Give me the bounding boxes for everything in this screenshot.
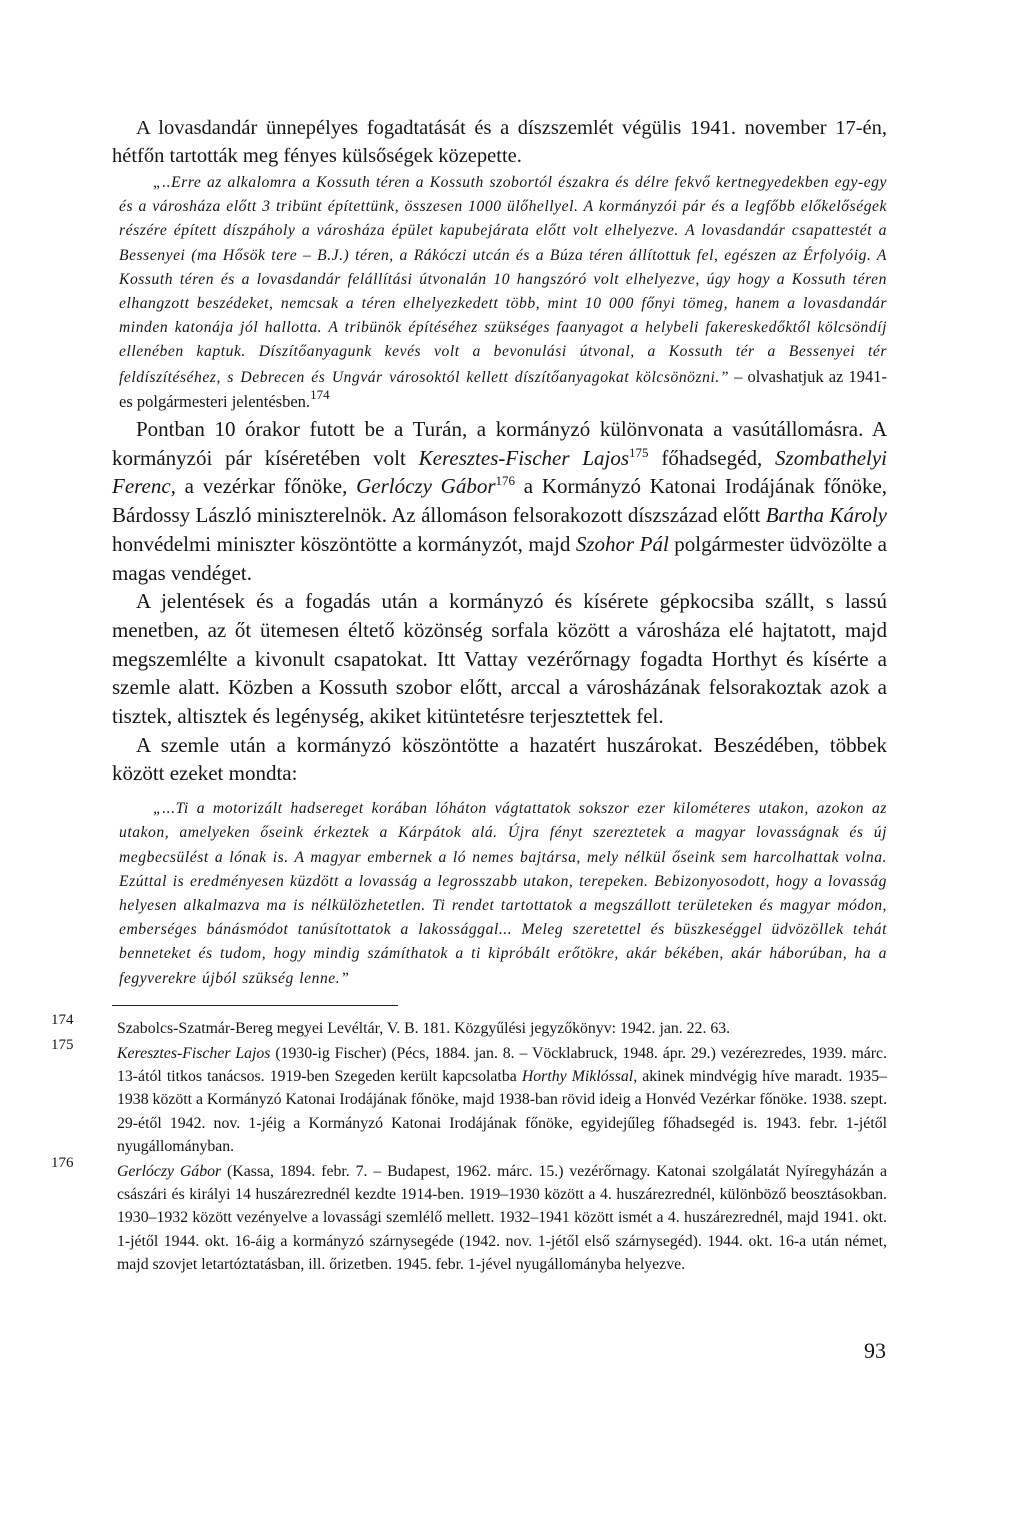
footnote-person-name: Horthy Miklóssal,	[521, 1068, 638, 1086]
person-name: Bartha Károly	[765, 503, 888, 528]
intro-paragraph: A lovasdandár ünnepélyes fogadtatását és a díszszemlét végülis 1941. november 17-én, hétfőn tartották meg fényes külsőségek közepette.	[112, 117, 887, 167]
speech-quote: „...Ti a motorizált hadsereget korában lóháton vágtattatok sokszor ezer kilométeres utakon, azokon az utakon, amelyeken őseink érkeztek a Kárpátok alá. Újra fényt szereztetek a magyar lovasságnak és új megbecsülést a lónak is. A magyar embernek a ló nemes bajtársa, mely nélkül őseink sem harcolhattak volna. Ezúttal is eredményesen küzdött a lovasság a legrosszabb utakon, terepeken. Bebizonyosodott, hogy a lovasság helyesen alkalmazva ma is nélkülözhetetlen. Ti rendet tartottatok a megszállott területeken és magyar módon, emberséges bánásmódot tanúsítottatok a lakossággal... Meleg szeretettel és büszkeséggel üdvözöllek tehát benneteket és tudom, hogy mindig számíthatok a ti kipróbált erőtökre, akár békében, akár háborúban, ha a fegyverekre újból szükség lenne.”	[119, 800, 887, 987]
footnote-number: 176	[51, 1155, 74, 1172]
arrival-text-2: főhadsegéd,	[648, 445, 776, 470]
footnote-text: (1930-ig Fischer) (Pécs, 1884. jan. 8. – Vöcklabruck, 1948. ápr. 29.) vezérezredes, 1939. márc. 13-ától titkos tanácsos. 1919-ben Szegeden került kapcsolatba	[117, 1045, 888, 1086]
person-name: Szombathelyi Ferenc,	[112, 445, 887, 499]
footnote-174	[51, 1011, 887, 1040]
arrival-text-3: a vezérkar főnöke,	[175, 474, 357, 499]
footnote-text: (Kassa, 1894. febr. 7. – Budapest, 1962. márc. 15.) vezérőrnagy. Katonai szolgálatát Nyíregyházán a császári és királyi 14 huszárezrednél kezdte 1914-ben. 1919–1930 között a 4. huszárezrednél, különböző beosztásokban. 1930–1932 között vezényelve a lovassági szemlélő mellett. 1932–1941 között ismét a 4. huszárezrednél, majd 1941. okt. 1-jétől 1944. okt. 16-áig a kormányzó szárnysegéde (1942. nov. 1-jétől első szárnysegéd). 1944. okt. 16-a után német, majd szovjet letartóztatásban, ill. őrizetben. 1945. febr. 1-jével nyugállományba helyezve.	[117, 1163, 887, 1273]
footnote-175	[51, 1037, 888, 1158]
report-quote-tail: – olvashatjuk az 1941-es polgármesteri jelentésben.	[119, 366, 887, 411]
report-quote-text: „..Erre az alkalomra a Kossuth téren a Kossuth szobortól északra és délre fekvő kertnegyedekben egy-egy és a városháza előtt 3 tribünt építettünk, összesen 1000 ülőhellyel. A kormányzói pár és a legfőbb előkelőségek részére épített díszpáholy a városháza épület kapubejárata előtt volt elhelyezve. A lovasdandár csapattestét a Bessenyei (ma Hősök tere – B.J.) téren, a Rákóczi utcán és a Búza téren állítottuk fel, egészen az Érfolyóig. A Kossuth téren és a lovasdandár felállítási útvonalán 10 hangszóró volt elhelyezve, úgy hogy a Kossuth téren elhangzott beszédeket, nemcsak a téren elhelyezkedett több, mint 10 000 főnyi tömeg, hanem a lovasdandár minden katonája jól hallotta. A tribünök építéséhez szükséges faanyagot a helybeli fakereskedőktől kölcsöndíj ellenében kaptuk. Díszítőanyagunk kevés volt a bevonulási útvonal, a Kossuth tér a Bessenyei tér feldíszítéséhez, s Debrecen és Ungvár városoktól kellett díszítőanyagokat kölcsönözni.”	[119, 174, 887, 386]
review-paragraph: A jelentések és a fogadás után a kormányzó és kísérete gépkocsiba szállt, s lassú menetben, az őt ütemesen éltető közönség sorfala között a városháza elé hajtatott, majd megszemlélte a kivonult csapatokat. Itt Vattay vezérőrnagy fogadta Horthyt és kísérte a szemle alatt. Közben a Kossuth szobor előtt, arccal a városházának felsorakoztak azok a tisztek, altisztek és legénység, akiket kitüntetésre terjesztettek fel.	[112, 589, 887, 729]
footnote-ref-176[interactable]: 176	[495, 473, 515, 489]
footnote-person-name: Keresztes-Fischer Lajos	[117, 1045, 271, 1062]
footnote-176	[51, 1155, 887, 1276]
arrival-text-1: Pontban 10 órakor futott be a Turán, a kormányzó különvonata a vasútállomásra. A kormányzói pár kíséretében volt	[112, 417, 887, 470]
arrival-text-5: honvédelmi miniszter köszöntötte a kormányzót, majd	[112, 531, 576, 556]
speech-intro-paragraph: A szemle után a kormányzó köszöntötte a hazatért huszárokat. Beszédében, többek között ezeket mondta:	[112, 732, 887, 786]
person-name: Keresztes-Fischer Lajos	[418, 445, 630, 470]
arrival-paragraph	[112, 415, 887, 587]
person-name: Szohor Pál	[575, 531, 669, 556]
footnotes	[51, 1011, 888, 1276]
footnote-divider	[112, 1005, 398, 1006]
person-name: Gerlóczy Gábor	[356, 474, 496, 499]
report-quote	[112, 171, 887, 415]
arrival-text-4: a Kormányzó Katonai Irodájának főnöke, Bárdossy László miniszterelnök. Az állomáson felsorakozott díszszázad előtt	[112, 474, 888, 528]
footnote-text: Szabolcs-Szatmár-Bereg megyei Levéltár, V. B. 181. Közgyűlési jegyzőkönyv: 1942. jan. 22. 63.	[117, 1019, 731, 1037]
footnote-text: akinek mindvégig híve maradt. 1935–1938 között a Kormányzó Katonai Irodájának főnöke, majd 1938-ban rövid ideig a Honvéd Vezérkar főnöke. 1938. szept. 29-étől 1942. nov. 1-jéig a Kormányzó Katonai Irodájának főnöke, egyidejűleg főhadsegéd is. 1943. febr. 1-jétől nyugállományban.	[117, 1068, 888, 1155]
footnote-ref-174[interactable]: 174	[310, 386, 330, 402]
arrival-text-6: polgármester üdvözölte a magas vendéget.	[112, 531, 887, 585]
footnote-ref-175[interactable]: 175	[629, 444, 649, 460]
text-column	[51, 114, 888, 1278]
footnote-number: 175	[51, 1037, 74, 1053]
footnote-person-name: Gerlóczy Gábor	[117, 1163, 222, 1181]
page-number: 93	[864, 1338, 886, 1363]
footnote-number: 174	[51, 1011, 74, 1028]
